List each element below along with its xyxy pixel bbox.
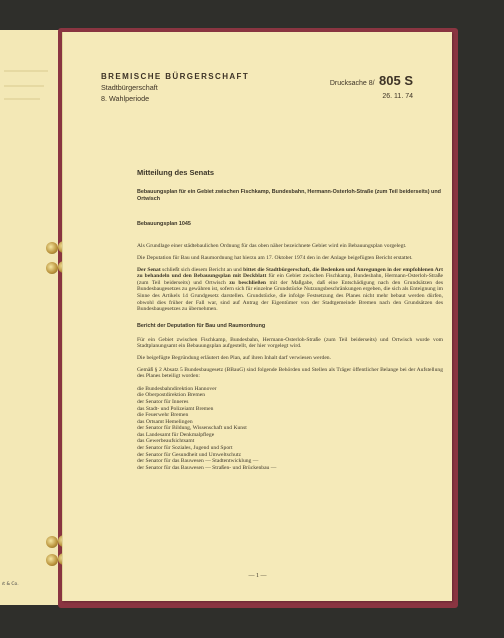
list-item: der Senator für Inneres: [137, 398, 189, 405]
text: schließt sich diesem Bericht an und: [160, 266, 244, 273]
plan-number: Bebauungsplan 1045: [137, 221, 191, 228]
drucksache-label: Drucksache 8/: [329, 80, 375, 87]
list-item: der Senator für das Bauwesen — Straßen- und Brückenbau —: [137, 464, 277, 471]
paragraph: Als Grundlage einer städtebaulichen Ordnung für das oben näher bezeichnete Gebiet wird ein Bebauungsplan vorgelegt.: [137, 243, 407, 250]
paragraph: Für ein Gebiet zwischen Fischkamp, Bundesbahn, Hermann-Osterloh-Straße (zum Teil beiderseits) und Ortwisch wurde vom Stadtplanungsamt ein Bebauungsplan aufgestellt, der hier vorgelegt wird.: [137, 336, 443, 350]
list-item: die Feuerwehr Bremen: [137, 412, 189, 419]
chamber-name: Stadtbürgerschaft: [101, 83, 158, 92]
list-item: der Senator für Bildung, Wissenschaft und Kunst: [137, 425, 247, 432]
bold-text: bittet die Stadtbürgerschaft, die Bedenken und Anregungen in der empfohlenen Art zu behandeln und den Bebauungsplan mit Deckblatt: [137, 266, 443, 280]
organization-name: BREMISCHE BÜRGERSCHAFT: [101, 72, 250, 81]
bold-text: Der Senat: [137, 266, 161, 273]
ring-icon: [46, 536, 58, 548]
document-page: [62, 32, 452, 601]
letterhead: [101, 72, 413, 103]
paragraph: Die Deputation für Bau und Raumordnung hat hierzu am 17. Oktober 1974 den in der Anlage beigefügten Bericht erstattet.: [137, 255, 413, 261]
list-item: die Bundesbahndirektion Hannover: [137, 385, 217, 392]
binder-underlay: [0, 30, 61, 605]
document-date: 26. 11. 74: [382, 93, 413, 100]
ring-icon: [46, 262, 58, 274]
list-item: das Gewerbeaufsichtsamt: [137, 438, 195, 445]
senate-paragraph: [137, 267, 443, 313]
list-item: der Senator für Gesundheit und Umweltschutz: [137, 451, 241, 458]
bold-text: zu beschließen: [229, 279, 267, 286]
legislative-period: 8. Wahlperiode: [101, 94, 150, 103]
list-item: die Oberpostdirektion Bremen: [137, 392, 206, 399]
ring-icon: [46, 554, 58, 566]
list-item: das Ortsamt Hemelingen: [137, 418, 193, 425]
text: für ein Gebiet zwischen Fischkamp, Bundesbahn, Hermann-Osterloh-Straße (zum Teil beiderseits) und Ortwisch: [137, 273, 444, 286]
printer-imprint: ıt & Co.: [2, 582, 19, 587]
list-item: das Stadt- und Polizeiamt Bremen: [137, 405, 214, 412]
ring-icon: [46, 242, 58, 254]
section-heading: Bericht der Deputation für Bau und Raumordnung: [137, 322, 266, 329]
drucksache-number: 805 S: [379, 73, 413, 88]
document-body: [137, 168, 443, 471]
list-item: das Landesamt für Denkmalpflege: [137, 431, 215, 438]
paragraph: Gemäß § 2 Absatz 5 Bundesbaugesetz (BBauG) sind folgende Behörden und Stellen als Träger öffentlicher Belange bei der Aufstellung des Planes beteiligt worden:: [137, 366, 443, 380]
text: mit der Maßgabe, daß eine Entschädigung nach den Grundsätzen des Bundesbaugesetzes zu gewähren ist, sofern sich für einzelne Grundstücke Nutzungsbeschränkungen ergeben, die sich als Enteignung im Sinne des Artikels 14 Grundgesetz darstellen. Grundstücke, die infolge Festsetzung des Planes nicht mehr bebaut werden dürfen, obwohl dies früher der Fall war, sind auf Antrag der Eigentümer von der Stadtgemeinde Bremen nach den Grundsätzen des Bundesbaugesetzes zu übernehmen.: [137, 279, 443, 313]
list-item: der Senator für das Bauwesen — Stadtentwicklung —: [137, 458, 259, 465]
document-subject: Bebauungsplan für ein Gebiet zwischen Fischkamp, Bundesbahn, Hermann-Osterloh-Straße (zum Teil beiderseits) und Ortwisch: [137, 189, 441, 203]
page-number: — 1 —: [248, 573, 267, 579]
document-title: Mitteilung des Senats: [137, 168, 215, 177]
authority-list: [137, 386, 443, 472]
paragraph: Die beigefügte Begründung erläutert den Plan, auf ihren Inhalt darf verwiesen werden.: [137, 354, 331, 361]
list-item: der Senator für Soziales, Jugend und Sport: [137, 445, 233, 452]
drucksache-block: [330, 72, 413, 100]
